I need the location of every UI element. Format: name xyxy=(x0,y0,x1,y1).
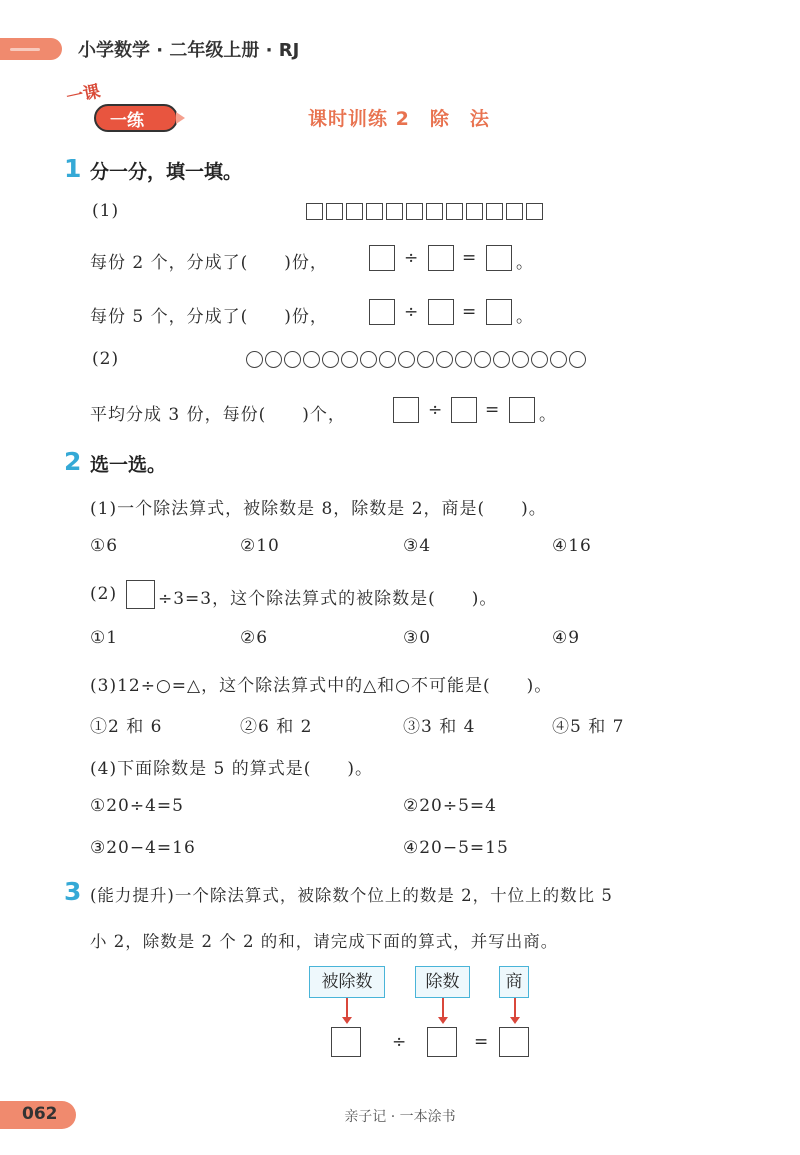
answer-box-quotient[interactable] xyxy=(499,1027,529,1057)
q2-part1: (1)一个除法算式，被除数是 8，除数是 2，商是( )。 xyxy=(90,499,547,519)
badge-pencil-tip-icon xyxy=(176,112,185,124)
option[interactable]: ①20÷4=5 xyxy=(90,796,184,816)
label-divisor: 除数 xyxy=(415,966,470,998)
q2-part2-label: (2) xyxy=(90,584,118,604)
square-item xyxy=(486,203,503,220)
q1-line2: 每份 5 个，分成了( )份， xyxy=(90,307,328,327)
circle-item xyxy=(284,351,301,368)
circle-item xyxy=(360,351,377,368)
answer-box[interactable] xyxy=(486,245,512,271)
label-quotient: 商 xyxy=(499,966,529,998)
circle-item xyxy=(550,351,567,368)
question-3-number: 3 xyxy=(64,877,82,906)
book-title: 小学数学 · 二年级上册 · RJ xyxy=(78,40,300,61)
circle-item xyxy=(455,351,472,368)
equals-sign: = xyxy=(474,1032,490,1052)
option[interactable]: ③0 xyxy=(403,628,432,648)
circle-item xyxy=(569,351,586,368)
q1-line1: 每份 2 个，分成了( )份， xyxy=(90,253,328,273)
option[interactable]: ④5 和 7 xyxy=(552,717,625,737)
square-item xyxy=(346,203,363,220)
badge-bottom-text: 一练 xyxy=(110,111,144,131)
q2-part2-text: ÷3=3，这个除法算式的被除数是( )。 xyxy=(158,589,498,609)
circle-item xyxy=(531,351,548,368)
square-item xyxy=(426,203,443,220)
option[interactable]: ②6 和 2 xyxy=(240,717,313,737)
q3-line1: (能力提升)一个除法算式，被除数个位上的数是 2，十位上的数比 5 xyxy=(90,886,613,905)
answer-box[interactable] xyxy=(126,580,155,609)
answer-box[interactable] xyxy=(369,245,395,271)
equals-sign: = xyxy=(485,400,501,420)
q2-part3: (3)12÷○=△，这个除法算式中的△和○不可能是( )。 xyxy=(90,676,553,696)
option[interactable]: ②20÷5=4 xyxy=(403,796,497,816)
option[interactable]: ①2 和 6 xyxy=(90,717,163,737)
option[interactable]: ③3 和 4 xyxy=(403,717,476,737)
question-1-number: 1 xyxy=(64,154,82,183)
square-item xyxy=(406,203,423,220)
divide-sign: ÷ xyxy=(404,302,420,322)
header-accent-bar xyxy=(0,38,62,60)
square-item xyxy=(326,203,343,220)
lesson-title: 课时训练 2 除 法 xyxy=(308,108,490,130)
square-group xyxy=(306,203,543,220)
option[interactable]: ④20−5=15 xyxy=(403,838,509,858)
circle-item xyxy=(322,351,339,368)
square-item xyxy=(506,203,523,220)
q1-line3: 平均分成 3 份，每份( )个， xyxy=(90,405,346,425)
square-item xyxy=(386,203,403,220)
square-item xyxy=(366,203,383,220)
square-item xyxy=(466,203,483,220)
divide-sign: ÷ xyxy=(428,400,444,420)
option[interactable]: ①1 xyxy=(90,628,119,648)
period: 。 xyxy=(516,253,534,273)
badge-top-text: 一课 xyxy=(64,81,103,109)
square-item xyxy=(526,203,543,220)
arrow-down-icon xyxy=(514,998,516,1018)
arrow-down-icon xyxy=(442,998,444,1018)
divide-sign: ÷ xyxy=(392,1032,408,1052)
answer-box[interactable] xyxy=(486,299,512,325)
circle-item xyxy=(379,351,396,368)
answer-box-dividend[interactable] xyxy=(331,1027,361,1057)
question-1-title: 分一分，填一填。 xyxy=(90,161,243,183)
option[interactable]: ①6 xyxy=(90,536,119,556)
q3-line2: 小 2，除数是 2 个 2 的和，请完成下面的算式，并写出商。 xyxy=(90,932,559,951)
question-2-number: 2 xyxy=(64,447,82,476)
label-dividend: 被除数 xyxy=(309,966,385,998)
circle-item xyxy=(398,351,415,368)
period: 。 xyxy=(539,405,557,425)
square-item xyxy=(306,203,323,220)
circle-item xyxy=(512,351,529,368)
circle-item xyxy=(341,351,358,368)
option[interactable]: ②10 xyxy=(240,536,280,556)
circle-group xyxy=(246,351,586,368)
answer-box[interactable] xyxy=(393,397,419,423)
answer-box-divisor[interactable] xyxy=(427,1027,457,1057)
circle-item xyxy=(436,351,453,368)
option[interactable]: ③20−4=16 xyxy=(90,838,196,858)
circle-item xyxy=(303,351,320,368)
divide-sign: ÷ xyxy=(404,248,420,268)
circle-item xyxy=(265,351,282,368)
period: 。 xyxy=(516,307,534,327)
question-2-title: 选一选。 xyxy=(90,454,167,476)
q1-part2-label: (2) xyxy=(92,349,120,369)
option[interactable]: ④9 xyxy=(552,628,581,648)
equals-sign: = xyxy=(462,302,478,322)
answer-box[interactable] xyxy=(428,299,454,325)
publisher-text: 亲子记 · 一本涂书 xyxy=(344,1109,456,1125)
option[interactable]: ③4 xyxy=(403,536,432,556)
q2-part4: (4)下面除数是 5 的算式是( )。 xyxy=(90,759,373,779)
answer-box[interactable] xyxy=(509,397,535,423)
answer-box[interactable] xyxy=(369,299,395,325)
q1-part1-label: (1) xyxy=(92,201,120,221)
square-item xyxy=(446,203,463,220)
circle-item xyxy=(417,351,434,368)
page-number: 062 xyxy=(22,1104,58,1124)
answer-box[interactable] xyxy=(428,245,454,271)
option[interactable]: ②6 xyxy=(240,628,269,648)
option[interactable]: ④16 xyxy=(552,536,592,556)
circle-item xyxy=(246,351,263,368)
answer-box[interactable] xyxy=(451,397,477,423)
arrow-down-icon xyxy=(346,998,348,1018)
equals-sign: = xyxy=(462,248,478,268)
circle-item xyxy=(493,351,510,368)
circle-item xyxy=(474,351,491,368)
